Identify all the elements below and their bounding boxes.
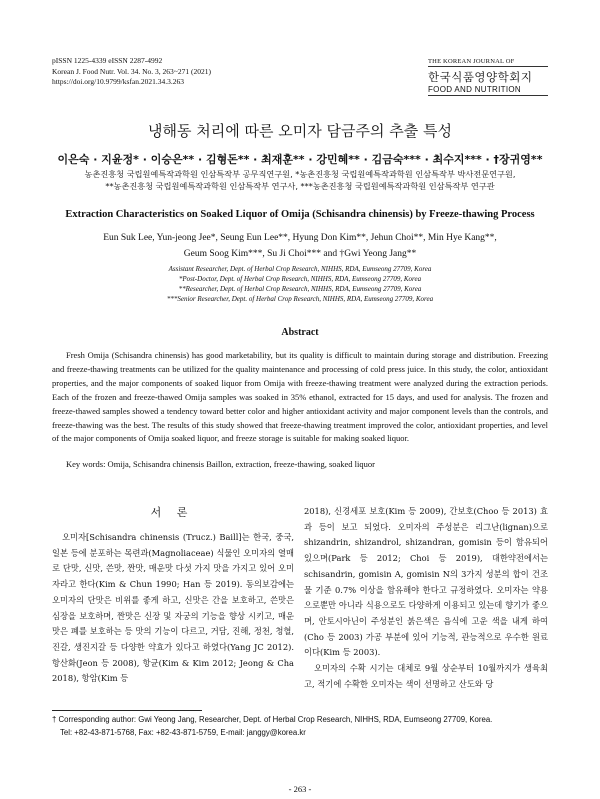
journal-logo	[428, 58, 548, 96]
footnote-line-2: Tel: +82-43-871-5768, Fax: +82-43-871-5759, E-mail: janggy@korea.kr	[60, 728, 306, 737]
intro-paragraph-1: 오미자[Schisandra chinensis (Trucz.) Baill]는 한국, 중국, 일본 등에 분포하는 목련과(Magnoliaceae) 식물인 오미자의 열매로 단맛, 신맛, 쓴맛, 짠맛, 매운맛 다섯 가지 맛을 가지고 있어 오미자라고 한다(Kim & Chun 1990; Han 등 2019). 동의보감에는 오미자의 단맛은 비위를 좋게 하고, 신맛은 간을 보호하고, 쓴맛은 심장을 보호하며, 짠맛은 신장 및 자궁의 기능을 향상 시키고, 매운맛은 폐를 보호하는 등 맛의 기능이 다르고, 거담, 진해, 정천, 청혈, 진갈, 생진지갈 등 다양한 약효가 있다고 하였다(Yang JC 2012). 항산화(Jeon 등 2008), 항균(Kim & Kim 2012; Jeong & Cha 2018), 항암(Kim 등	[52, 532, 294, 684]
english-affiliation-3: **Researcher, Dept. of Herbal Crop Research, NIHHS, RDA, Eumseong 27709, Korea	[178, 285, 422, 293]
english-affiliations	[0, 264, 600, 304]
keywords: Key words: Omija, Schisandra chinensis Baillon, extraction, freeze-thawing, soaked liquor	[66, 459, 375, 469]
english-authors-line-2: Geum Soog Kim***, Su Ji Choi*** and †Gwi Yeong Jang**	[183, 248, 417, 259]
intro-heading: 서 론	[150, 506, 194, 519]
english-title: Extraction Characteristics on Soaked Liquor of Omija (Schisandra chinensis) by Freeze-thawing Process	[65, 209, 535, 220]
english-affiliation-1: Assistant Researcher, Dept. of Herbal Crop Research, NIHHS, RDA, Eumseong 27709, Korea	[168, 265, 432, 273]
intro-column-1	[52, 530, 294, 687]
english-affiliation-4: ***Senior Researcher, Dept. of Herbal Crop Research, NIHHS, RDA, Eumseong 27709, Korea	[166, 295, 434, 303]
footnote-line-1: † Corresponding author: Gwi Yeong Jang, Researcher, Dept. of Herbal Crop Research, NIHHS, RDA, Eumseong 27709, Korea.	[52, 715, 493, 724]
korean-affiliation-1: 농촌진흥청 국립원예특작과학원 인삼특작부 공무직연구원, *농촌진흥청 국립원예특작과학원 인삼특작부 박사전문연구원,	[84, 169, 516, 179]
english-authors-line-1: Eun Suk Lee, Yun-jeong Jee*, Seung Eun Lee**, Hyung Don Kim**, Jehun Choi**, Min Hye Kang**,	[103, 233, 497, 243]
journal-bottom: FOOD AND NUTRITION	[428, 85, 548, 96]
footnote	[52, 713, 552, 739]
footnote-rule	[52, 710, 202, 711]
doi-link[interactable]: https://doi.org/10.9799/ksfan.2021.34.3.263	[52, 77, 184, 86]
korean-affiliation-2: **농촌진흥청 국립원예특작과학원 인삼특작부 연구사, ***농촌진흥청 국립원예특작과학원 인삼특작부 연구관	[105, 181, 495, 191]
intro-column-2	[304, 504, 548, 692]
article-meta	[52, 56, 211, 88]
intro-paragraph-2: 2018), 신경세포 보호(Kim 등 2009), 간보호(Choo 등 2013) 효과 등이 보고 되었다. 오미자의 주성분은 리그난(lignan)으로 shizandrin, shizandrol, shizandran, gomisin 등이 함유되어 있으며(Park 등 2012; Choi 등 2019), 대한약전에서는 schisandrin, gomisin A, gomisin N의 3가지 성분의 합이 건조물 기준 0.7% 이상을 함유해야 한다고 규정하였다. 오미자는 약용으로뿐만 아니라 식용으로도 다양하게 이용되고 있는데 향기가 좋으며, 안토시아닌이 주성분인 붉은색은 음식에 고운 색을 내게 하여(Cho 등 2003) 가공 부분에 있어 기능적, 관능적으로 우수한 원료이다(Kim 등 2003).	[304, 506, 548, 658]
english-authors	[0, 231, 600, 262]
issn-line: pISSN 1225-4339 eISSN 2287-4992	[52, 56, 163, 65]
journal-korean: 한국식품영양학회지	[428, 70, 533, 84]
page-number: - 263 -	[288, 784, 312, 794]
journal-top: THE KOREAN JOURNAL OF	[428, 58, 548, 67]
abstract-body	[52, 349, 548, 446]
abstract-text: Fresh Omija (Schisandra chinensis) has good marketability, but its quality is difficult to maintain during storage and distribution. Freezing and freeze-thawing treatments can be utilized for the quality maintenance and processing of cold press juice. In this study, the color, antioxidant properties, and the major components of soaked liquor from Omija with freeze-thawing treatment were analyzed during the extraction periods. Each of the frozen and freeze-thawed Omija samples was soaked in 35% ethanol, extracted for 15 days, and used for analysis. The frozen and freeze-thawed samples showed a tendency toward better color and higher antioxidant activity and major component levels than the controls, and freeze-thawing was the best. The results of this study showed that freeze-thawing treatment improved the color, antioxidant properties, and level of the major components of Omija soaked liquor, and freeze storage is suitable for making soaked liquor.	[52, 350, 548, 444]
korean-title: 냉해동 처리에 따른 오미자 담금주의 추출 특성	[148, 122, 452, 140]
intro-paragraph-3: 오미자의 수확 시기는 대체로 9월 상순부터 10월까지가 생육최고, 적기에 수확한 오미자는 색이 선명하고 산도와 당	[304, 663, 548, 689]
citation-line: Korean J. Food Nutr. Vol. 34. No. 3, 263~271 (2021)	[52, 66, 211, 76]
korean-authors: 이은숙 · 지윤정* · 이승은** · 김형돈** · 최재훈** · 강민혜** · 김금숙*** · 최수지*** · †장귀영**	[57, 153, 543, 166]
english-affiliation-2: *Post-Doctor, Dept. of Herbal Crop Research, NIHHS, RDA, Eumseong 27709, Korea	[178, 275, 422, 283]
abstract-heading: Abstract	[281, 327, 319, 338]
